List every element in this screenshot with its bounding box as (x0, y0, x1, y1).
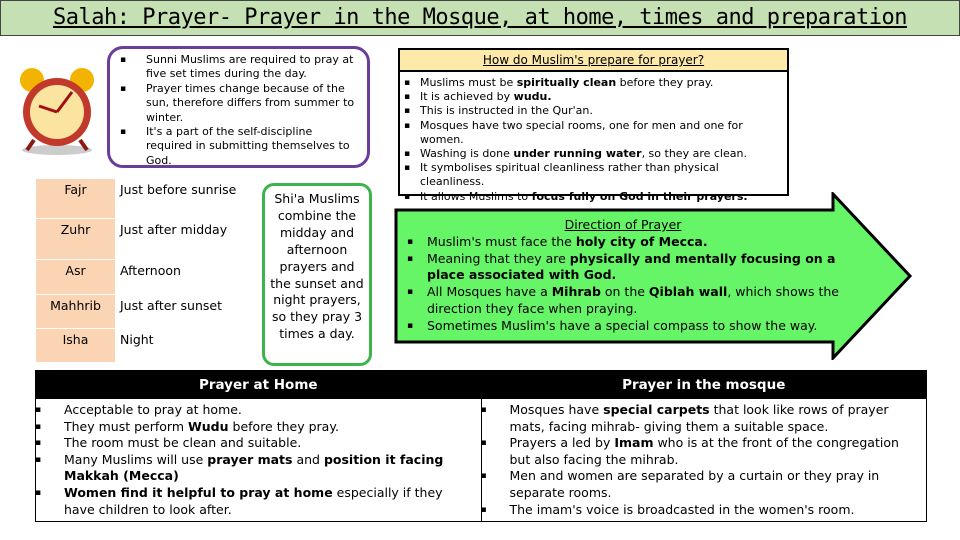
alarm-clock-icon (12, 62, 102, 157)
text: Mosques have (509, 402, 604, 417)
prayer-name: Asr (36, 260, 116, 295)
bold-text: spiritually clean (516, 76, 617, 89)
list-item (36, 402, 475, 419)
list-item (402, 147, 783, 161)
list-item (482, 402, 921, 435)
list-item (36, 485, 475, 518)
bold-text: under running water (513, 147, 642, 161)
text: It's a part of the self-discipline required in submitting themselves to God. (146, 125, 350, 167)
bold-text: Women find it helpful to pray at home (64, 484, 333, 500)
bold-text: Mihrab (551, 284, 601, 300)
preparation-box (398, 48, 789, 203)
mosque-heading: Prayer in the mosque (482, 371, 927, 399)
text: before they pray. (616, 76, 714, 89)
text: before they pray. (228, 418, 339, 434)
home-column (36, 371, 481, 521)
text: The imam's voice is broadcasted in the women's room. (509, 501, 855, 517)
text: They must perform (64, 418, 188, 434)
bold-text: Qiblah wall (648, 284, 728, 300)
prayer-time: Just after midday (116, 219, 245, 260)
text: especially if they have children to look after. (64, 484, 443, 517)
text: The room must be clean and suitable. (64, 435, 302, 451)
text: Men and women are separated by a curtain or they pray in separate rooms. (509, 468, 880, 500)
list-item (36, 435, 475, 452)
list-item (112, 53, 359, 82)
text: Sometimes Muslim's have a special compass to show the way. (427, 317, 818, 333)
text: on the (600, 284, 649, 300)
list-item (36, 419, 475, 436)
list-item (403, 234, 843, 251)
text: Washing is done (420, 147, 514, 161)
bold-text: prayer mats (207, 451, 293, 467)
list-item (482, 468, 921, 501)
direction-box (403, 217, 843, 335)
text: It is achieved by (420, 90, 514, 104)
prayer-name: Mahhrib (36, 295, 116, 329)
list-item (403, 318, 843, 335)
text: and (292, 451, 324, 467)
prayer-time-row (36, 295, 245, 329)
prayer-time-row (36, 219, 245, 260)
text: , so they are clean. (641, 147, 747, 161)
bold-text: wudu. (513, 90, 552, 104)
list-item (112, 82, 359, 125)
prayer-time-row (36, 329, 245, 363)
mosque-column (481, 371, 927, 521)
bold-text: special carpets (603, 402, 710, 417)
text: Prayer times change because of the sun, therefore differs from summer to winter. (146, 81, 355, 124)
prayer-time-row (36, 179, 245, 219)
text: Meaning that they are (427, 250, 570, 266)
text: Muslims must be (420, 76, 517, 89)
list-item (482, 502, 921, 519)
prayer-times-info-box (107, 46, 370, 168)
bold-text: physically and mentally focusing on a place associated with God. (427, 250, 836, 283)
prayer-time: Just after sunset (116, 295, 245, 329)
text: Muslim's must face the (427, 233, 576, 249)
text: This is instructed in the Qur'an. (420, 104, 593, 118)
preparation-heading: How do Muslim's prepare for prayer? (400, 50, 787, 72)
list-item (482, 435, 921, 468)
text: , which shows the direction they face when praying. (427, 284, 839, 316)
home-heading: Prayer at Home (36, 371, 481, 399)
prayer-location-table (35, 370, 927, 522)
prayer-times-table (35, 178, 245, 363)
list-item (402, 119, 783, 147)
prayer-time: Just before sunrise (116, 179, 245, 219)
list-item (402, 104, 783, 118)
prayer-name: Fajr (36, 179, 116, 219)
prayer-name: Zuhr (36, 219, 116, 260)
bold-text: Imam (614, 435, 654, 451)
text: Many Muslims will use (64, 451, 208, 467)
prayer-name: Isha (36, 329, 116, 363)
text: that look like rows of prayer mats, facing mihrab- giving them a suitable space. (509, 402, 889, 434)
text: who is at the front of the congregation but also facing the mihrab. (509, 435, 899, 467)
text: All Mosques have a (427, 284, 552, 300)
prayer-time-row (36, 260, 245, 295)
list-item (403, 251, 843, 285)
bold-text: position it facing Makkah (Mecca) (64, 451, 444, 484)
list-item (402, 161, 783, 189)
prayer-time: Night (116, 329, 245, 363)
list-item (403, 284, 843, 318)
text: It allows Muslims to (420, 189, 532, 203)
list-item (36, 452, 475, 485)
text: It symbolises spiritual cleanliness rather than physical cleanliness. (420, 161, 719, 189)
text: Prayers a led by (509, 435, 615, 451)
bold-text: focus fully on God in their prayers. (531, 189, 748, 203)
shia-note-box: Shi'a Muslims combine the midday and afternoon prayers and the sunset and night prayers, so they pray 3 times a day. (262, 183, 372, 366)
prayer-time: Afternoon (116, 260, 245, 295)
bold-text: holy city of Mecca. (575, 233, 708, 249)
page-title: Salah: Prayer- Prayer in the Mosque, at home, times and preparation (0, 0, 960, 36)
list-item (112, 125, 359, 168)
text: Acceptable to pray at home. (64, 402, 242, 417)
bold-text: Wudu (188, 418, 229, 434)
text: Sunni Muslims are required to pray at five set times during the day. (146, 53, 354, 81)
list-item (402, 90, 783, 104)
list-item (402, 76, 783, 90)
direction-heading: Direction of Prayer (564, 217, 682, 232)
text: Mosques have two special rooms, one for men and one for women. (420, 118, 743, 146)
